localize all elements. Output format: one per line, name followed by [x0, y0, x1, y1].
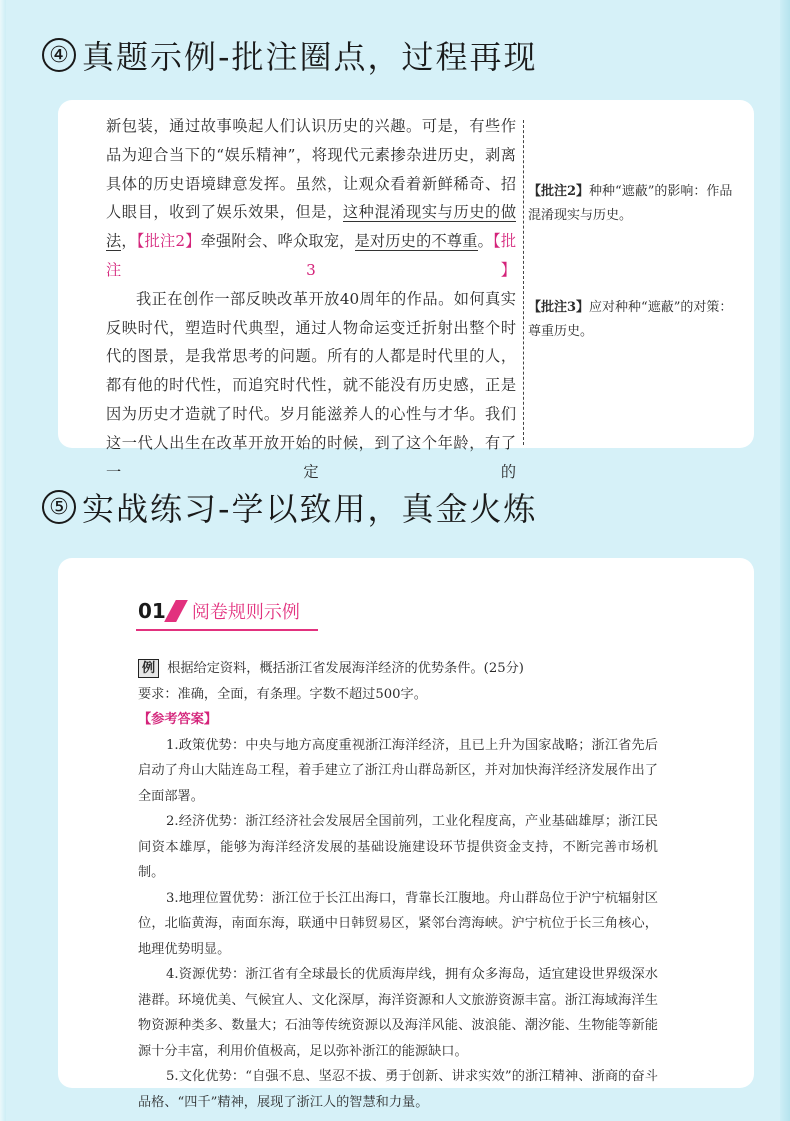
annotated-essay-card — [58, 100, 754, 481]
underlined-phrase-2: 是对历史的不尊重 — [354, 232, 478, 251]
annotation-note-2 — [528, 180, 738, 228]
right-page-edge — [780, 0, 790, 1121]
example-badge: 例 — [138, 659, 159, 678]
requirement-line: 要求：准确，全面，有条理。字数不超过500字。 — [138, 686, 427, 702]
annotation-note-3 — [528, 296, 738, 344]
essay-paragraph-1: 新包装，通过故事唤起人们认识历史的兴趣。可是，有些作品为迎合当下的“娱乐精神”，将现代元素掺杂进历史，剥离具体的历史语境肆意发挥。虽然，让观众看着新鲜稀奇、招人眼目，收到了娱乐效果，但是，这种混淆现实与历史的做法，【批注2】牵强附会、哗众取宠，是对历史的不尊重。【批注3】 — [106, 117, 517, 279]
essay-text — [106, 112, 516, 486]
section-4-title — [42, 30, 538, 80]
practice-card — [58, 558, 754, 1110]
underlined-phrase-1: 这种混淆现实与历史的做法 — [106, 203, 517, 251]
example-content — [138, 656, 658, 1115]
left-page-edge — [0, 0, 6, 1121]
example-number: 01 — [138, 599, 166, 623]
example-label: 阅卷规则示例 — [191, 602, 300, 623]
answer-item: 2.经济优势：浙江经济社会发展居全国前列，工业化程度高，产业基础雄厚；浙江民间资本雄厚，能够为海洋经济发展的基础设施建设环节提供资金支持，不断完善市场机制。 — [138, 814, 658, 880]
circled-number-5: ⑤ — [42, 490, 76, 524]
answer-item: 5.文化优势：“自强不息、坚忍不拔、勇于创新、讲求实效”的浙江精神、浙商的奋斗品格、“四千”精神，展现了浙江人的智慧和力量。 — [138, 1069, 658, 1110]
section-5-text: 实战练习-学以致用，真金火炼 — [82, 490, 538, 528]
annotation-marker-2: 【批注2】 — [136, 232, 201, 251]
section-5-title — [42, 482, 538, 532]
header-underline — [136, 629, 318, 631]
answer-item: 4.资源优势：浙江省有全球最长的优质海岸线，拥有众多海岛，适宜建设世界级深水港群。环境优美、气候宜人、文化深厚，海洋资源和人文旅游资源丰富。浙江海域海洋生物资源种类多、数量大；石油等传统资源以及海洋风能、波浪能、潮汐能、生物能等新能源十分丰富，利用价值极高，足以弥补浙江的能源缺口。 — [138, 967, 658, 1059]
circled-number-4: ④ — [42, 38, 76, 72]
question-text: 根据给定资料，概括浙江省发展海洋经济的优势条件。(25分) — [167, 661, 524, 676]
answer-item: 3.地理位置优势：浙江位于长江出海口，背靠长江腹地。舟山群岛位于沪宁杭辐射区位，北临黄海，南面东海，联通中日韩贸易区，紧邻台湾海峡。沪宁杭位于长三角核心，地理优势明显。 — [138, 890, 658, 957]
pink-slash-decoration — [164, 600, 188, 622]
note-tag: 【批注2】 — [528, 184, 590, 199]
annotation-marker-3: 【批注3】 — [106, 232, 517, 279]
dashed-divider — [523, 120, 524, 445]
note-tag: 【批注3】 — [528, 300, 590, 315]
example-header — [138, 598, 300, 624]
note-text: 应对种种“遮蔽”的对策：尊重历史。 — [528, 300, 733, 339]
section-4-text: 真题示例-批注圈点，过程再现 — [82, 38, 538, 76]
note-text: 种种“遮蔽”的影响：作品混淆现实与历史。 — [528, 184, 733, 223]
question-line — [138, 656, 658, 682]
essay-paragraph-2: 我正在创作一部反映改革开放40周年的作品。如何真实反映时代，塑造时代典型，通过人物命运变迁折射出整个时代的图景，是我常思考的问题。所有的人都是时代里的人，都有他的时代性，而追究时代性，就不能没有历史感，正是因为历史才造就了时代。岁月能滋养人的心性与才华。我们这一代人出生在改革开放开始的时候，到了这个年龄，有了一定的 — [106, 289, 516, 481]
answer-heading: 【参考答案】 — [138, 712, 218, 727]
answer-item: 1.政策优势：中央与地方高度重视浙江海洋经济，且已上升为国家战略；浙江省先后启动了舟山大陆连岛工程，着手建立了浙江舟山群岛新区，并对加快海洋经济发展作出了全面部署。 — [138, 737, 658, 804]
